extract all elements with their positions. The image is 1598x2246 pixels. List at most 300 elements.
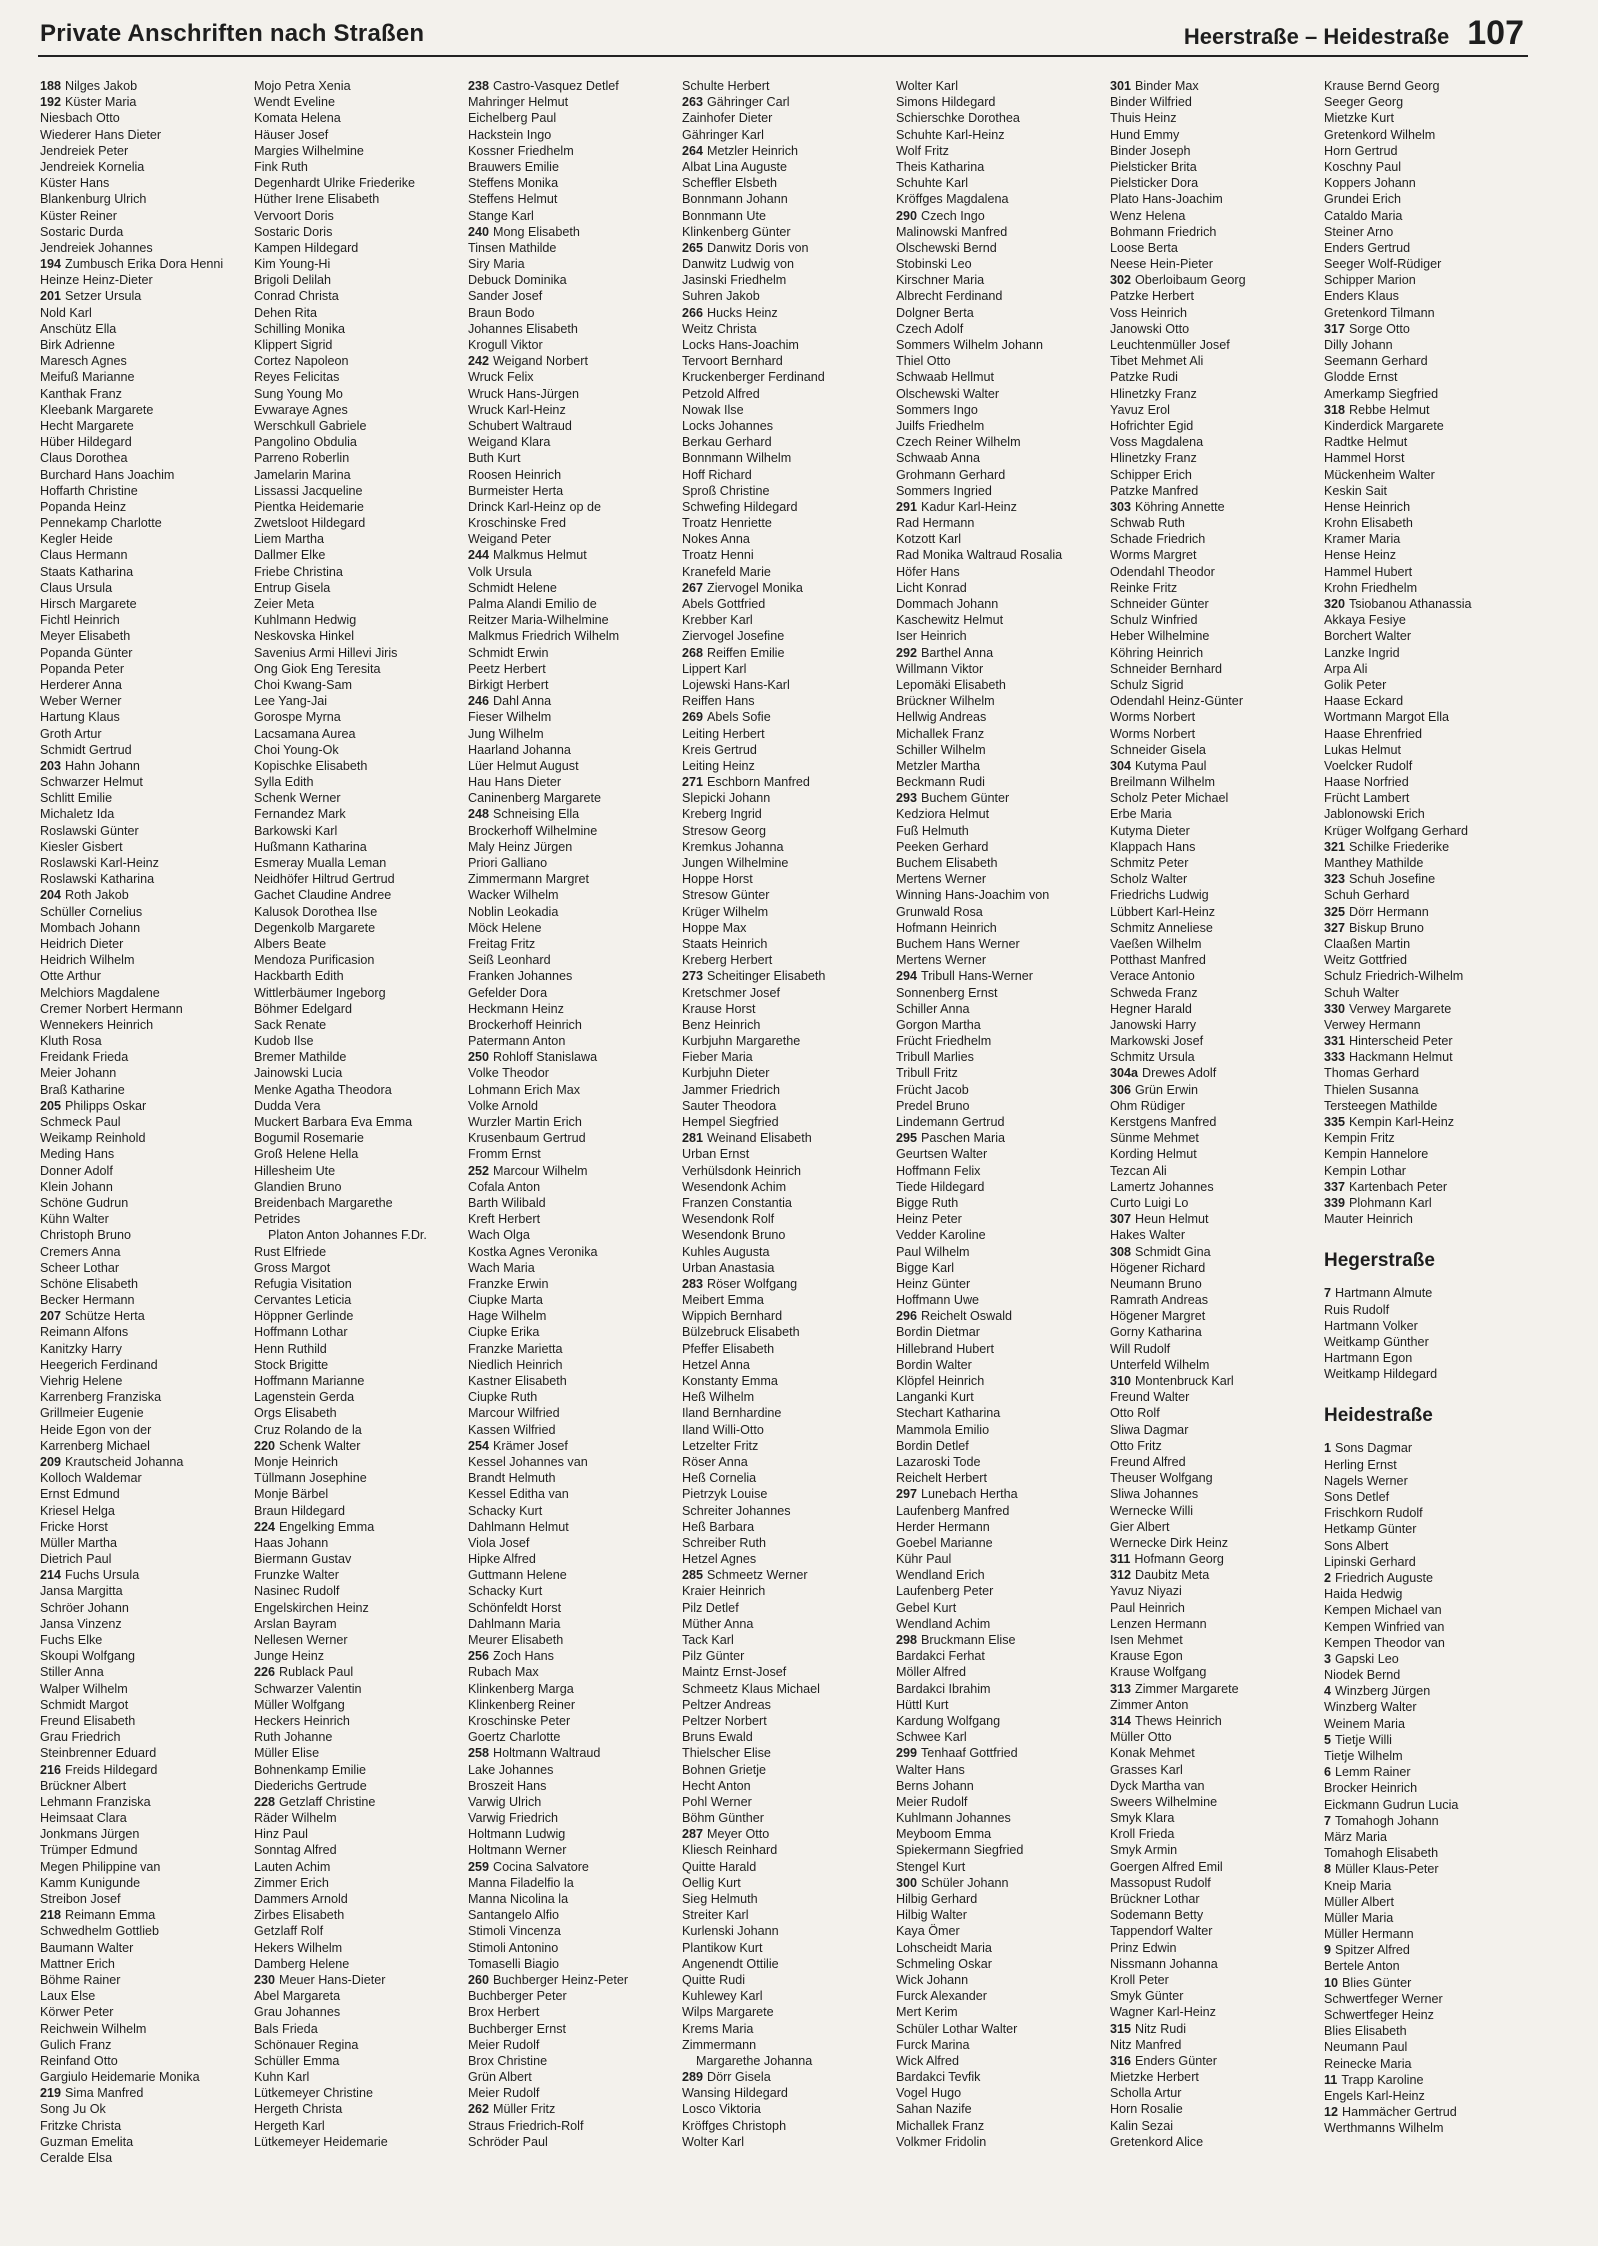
- resident-name: Herderer Anna: [40, 677, 122, 692]
- resident-name: Dyck Martha van: [1110, 1778, 1205, 1793]
- resident-name: Kerstgens Manfred: [1110, 1115, 1217, 1129]
- address-entry: [1110, 1535, 1324, 1551]
- resident-name: Lepomäki Elisabeth: [896, 677, 1006, 692]
- resident-name: Dudda Vera: [254, 1098, 321, 1113]
- house-number: 262: [468, 2102, 490, 2117]
- address-entry: [682, 1810, 896, 1826]
- address-entry: [1110, 920, 1324, 936]
- resident-name: Mahringer Helmut: [468, 95, 569, 110]
- resident-name: Ceralde Elsa: [40, 2151, 113, 2165]
- address-entry: [682, 1098, 896, 1114]
- address-entry: [254, 904, 468, 920]
- address-entry: [896, 968, 1110, 984]
- address-entry: [40, 612, 254, 628]
- resident-name: Grau Friedrich: [40, 1730, 121, 1745]
- resident-name: Urban Ernst: [682, 1147, 750, 1162]
- resident-name: Haarland Johanna: [468, 742, 571, 757]
- resident-name: Jendreiek Johannes: [40, 240, 153, 255]
- resident-name: Dammers Arnold: [254, 1892, 348, 1906]
- address-entry: [896, 1745, 1110, 1761]
- resident-name: Rohloff Stanislawa: [493, 1050, 598, 1065]
- resident-name: Olschewski Walter: [896, 386, 1000, 401]
- resident-name: Sons Dagmar: [1335, 1441, 1413, 1456]
- resident-name: Worms Margret: [1110, 548, 1197, 563]
- address-entry: [468, 806, 682, 822]
- address-entry: [254, 1567, 468, 1583]
- address-entry: [1324, 920, 1538, 936]
- address-entry: [468, 2118, 682, 2134]
- address-entry: [1110, 806, 1324, 822]
- address-entry: [40, 1422, 254, 1438]
- resident-name: Seiß Leonhard: [468, 953, 551, 968]
- house-number: 254: [468, 1438, 490, 1453]
- address-entry: [40, 499, 254, 515]
- resident-name: Frücht Jacob: [896, 1082, 969, 1097]
- address-entry: [682, 1114, 896, 1130]
- address-entry: [40, 936, 254, 952]
- resident-name: Mertens Werner: [896, 953, 987, 968]
- resident-name: Claus Hermann: [40, 548, 128, 563]
- resident-name: Brigoli Delilah: [254, 273, 331, 288]
- resident-name: Schönauer Regina: [254, 2037, 359, 2052]
- address-entry: [40, 823, 254, 839]
- house-number: 207: [40, 1309, 62, 1324]
- resident-name: Scholla Artur: [1110, 2086, 1182, 2101]
- address-entry: [682, 1033, 896, 1049]
- address-entry: [682, 208, 896, 224]
- resident-name: Wesendonk Achim: [682, 1179, 787, 1194]
- resident-name: Peltzer Norbert: [682, 1713, 767, 1728]
- resident-name: Mendoza Purificasion: [254, 953, 375, 968]
- header-right: [1184, 14, 1524, 53]
- resident-name: Straus Friedrich-Rolf: [468, 2118, 584, 2133]
- address-entry: [896, 693, 1110, 709]
- address-entry: [682, 2004, 896, 2020]
- address-entry: [896, 1681, 1110, 1697]
- address-entry: [254, 628, 468, 644]
- resident-name: Stimoli Antonino: [468, 1940, 559, 1955]
- resident-name: Wolter Karl: [896, 79, 959, 93]
- address-entry: [1324, 1991, 1538, 2007]
- address-entry: [468, 2069, 682, 2085]
- resident-name: Krämer Josef: [493, 1438, 568, 1453]
- resident-name: Klinkenberg Reiner: [468, 1697, 576, 1712]
- address-entry: [468, 1049, 682, 1065]
- resident-name: Grohmann Gerhard: [896, 467, 1006, 482]
- address-entry: [1110, 402, 1324, 418]
- resident-name: Wennekers Heinrich: [40, 1017, 154, 1032]
- address-entry: [1324, 1797, 1538, 1813]
- resident-name: Worms Norbert: [1110, 710, 1196, 725]
- resident-name: Weitkamp Hildegard: [1324, 1367, 1438, 1382]
- resident-name: Johannes Elisabeth: [468, 321, 578, 336]
- address-entry: [682, 1940, 896, 1956]
- resident-name: Winning Hans-Joachim von: [896, 888, 1050, 903]
- resident-name: Reinfand Otto: [40, 2053, 118, 2068]
- address-entry: [40, 467, 254, 483]
- address-entry: [682, 418, 896, 434]
- resident-name: Breidenbach Margarethe: [254, 1195, 393, 1210]
- address-entry: [1110, 855, 1324, 871]
- house-number: 264: [682, 143, 704, 158]
- address-entry: [1324, 1318, 1538, 1334]
- resident-name: Potthast Manfred: [1110, 953, 1206, 968]
- resident-name: Krohn Friedhelm: [1324, 580, 1418, 595]
- address-entry: [40, 1810, 254, 1826]
- resident-name: Zimmermann Margret: [468, 872, 590, 887]
- resident-name: Köhring Heinrich: [1110, 645, 1204, 660]
- address-entry: [40, 1001, 254, 1017]
- resident-name: Müller Klaus-Peter: [1335, 1862, 1439, 1877]
- resident-name: Wenz Helena: [1110, 208, 1186, 223]
- resident-name: Tervoort Bernhard: [682, 354, 783, 369]
- address-entry: [468, 1745, 682, 1761]
- resident-name: Rebbe Helmut: [1349, 402, 1430, 417]
- address-entry: [468, 1082, 682, 1098]
- resident-name: Isen Mehmet: [1110, 1633, 1183, 1647]
- address-entry: [1324, 1001, 1538, 1017]
- resident-name: Gorgon Martha: [896, 1017, 981, 1032]
- address-entry: [254, 1503, 468, 1519]
- resident-name: Schwertfeger Heinz: [1324, 2008, 1434, 2022]
- address-entry: [1110, 531, 1324, 547]
- house-number: 240: [468, 224, 490, 239]
- address-entry: [896, 1842, 1110, 1858]
- address-entry: [1324, 839, 1538, 855]
- resident-name: Akkaya Fesiye: [1324, 613, 1406, 628]
- resident-name: Spitzer Alfred: [1335, 1943, 1410, 1958]
- resident-name: Gier Albert: [1110, 1519, 1170, 1534]
- address-entry: [1324, 1457, 1538, 1473]
- address-entry: [254, 2118, 468, 2134]
- address-entry: [254, 191, 468, 207]
- address-entry: [468, 353, 682, 369]
- address-entry: [1324, 418, 1538, 434]
- address-entry: [468, 1001, 682, 1017]
- address-entry: [1110, 1211, 1324, 1227]
- resident-name: Junge Heinz: [254, 1649, 325, 1664]
- address-entry: [1324, 1667, 1538, 1683]
- resident-name: Hilbig Gerhard: [896, 1892, 978, 1906]
- house-number: 291: [896, 499, 918, 514]
- resident-name: Horn Rosalie: [1110, 2102, 1183, 2117]
- resident-name: Breilmann Wilhelm: [1110, 775, 1215, 790]
- resident-name: Hußmann Katharina: [254, 839, 367, 854]
- address-entry: [40, 774, 254, 790]
- resident-name: Koppers Johann: [1324, 176, 1416, 191]
- address-entry: [1110, 272, 1324, 288]
- address-entry: [682, 904, 896, 920]
- resident-name: Brockerhoff Wilhelmine: [468, 823, 598, 838]
- resident-name: Manthey Mathilde: [1324, 856, 1424, 870]
- resident-name: Smyk Günter: [1110, 1989, 1184, 2004]
- resident-name: Grün Erwin: [1135, 1082, 1199, 1097]
- house-number: 9: [1324, 1943, 1332, 1958]
- resident-name: Liem Martha: [254, 532, 324, 547]
- resident-name: Hergeth Karl: [254, 2118, 325, 2133]
- address-entry: [1110, 1422, 1324, 1438]
- address-entry: [682, 1357, 896, 1373]
- address-entry: [468, 1357, 682, 1373]
- resident-name: Meyer Otto: [707, 1827, 770, 1842]
- address-entry: [1110, 1454, 1324, 1470]
- address-entry: [896, 1600, 1110, 1616]
- resident-name: Kuhn Karl: [254, 2070, 310, 2085]
- resident-name: Zimmer Erich: [254, 1875, 329, 1890]
- address-entry: [896, 1163, 1110, 1179]
- address-entry: [1324, 288, 1538, 304]
- resident-name: Kempin Hannelore: [1324, 1147, 1429, 1162]
- resident-name: Hartmann Egon: [1324, 1351, 1413, 1366]
- resident-name: Lenzen Hermann: [1110, 1616, 1207, 1631]
- resident-name: Kalin Sezai: [1110, 2118, 1174, 2133]
- resident-name: Schöne Elisabeth: [40, 1276, 139, 1291]
- resident-name: Kim Young-Hi: [254, 257, 331, 272]
- resident-name: Michaletz Ida: [40, 807, 115, 822]
- address-entry: [1110, 2069, 1324, 2085]
- resident-name: Schwee Karl: [896, 1730, 967, 1745]
- address-entry: [468, 434, 682, 450]
- address-entry: [468, 418, 682, 434]
- address-entry: [896, 758, 1110, 774]
- resident-name: Brückner Wilhelm: [896, 694, 995, 709]
- address-entry: [468, 823, 682, 839]
- address-entry: [40, 434, 254, 450]
- resident-name: Metzler Heinrich: [707, 143, 798, 158]
- address-entry: [682, 110, 896, 126]
- address-entry: [682, 272, 896, 288]
- resident-name: Massopust Rudolf: [1110, 1875, 1211, 1890]
- resident-name: Heide Egon von der: [40, 1422, 152, 1437]
- resident-name: Hoffmann Felix: [896, 1163, 981, 1178]
- address-entry: [254, 1907, 468, 1923]
- resident-name: Schilke Friederike: [1349, 839, 1450, 854]
- resident-name: Niodek Bernd: [1324, 1668, 1401, 1683]
- house-number: 301: [1110, 79, 1132, 93]
- resident-name: Berns Johann: [896, 1778, 974, 1793]
- address-entry: [468, 143, 682, 159]
- address-entry: [682, 871, 896, 887]
- resident-name: Benz Heinrich: [682, 1017, 761, 1032]
- address-entry: [254, 2085, 468, 2101]
- resident-name: Heidrich Dieter: [40, 936, 124, 951]
- resident-name: Nokes Anna: [682, 532, 750, 547]
- address-entry: [40, 1114, 254, 1130]
- address-entry: [40, 1130, 254, 1146]
- resident-name: Metzler Martha: [896, 758, 980, 773]
- resident-name: Pielsticker Brita: [1110, 159, 1197, 174]
- resident-name: Hekers Wilhelm: [254, 1940, 343, 1955]
- street-heading: Hegerstraße: [1324, 1250, 1435, 1272]
- address-entry: [1110, 1567, 1324, 1583]
- address-entry: [254, 920, 468, 936]
- address-entry: [1324, 1179, 1538, 1195]
- address-entry: [468, 645, 682, 661]
- address-entry: [896, 1422, 1110, 1438]
- resident-name: Roosen Heinrich: [468, 467, 562, 482]
- address-entry: [896, 1195, 1110, 1211]
- resident-name: Czech Reiner Wilhelm: [896, 435, 1021, 450]
- resident-name: Lübbert Karl-Heinz: [1110, 904, 1215, 919]
- address-entry: [682, 887, 896, 903]
- address-entry: [896, 936, 1110, 952]
- house-number: 242: [468, 354, 490, 369]
- resident-name: Kuhlmann Hedwig: [254, 613, 357, 628]
- resident-name: Meding Hans: [40, 1147, 115, 1162]
- resident-name: Weitz Christa: [682, 321, 757, 336]
- resident-name: Muckert Barbara Eva Emma: [254, 1115, 413, 1129]
- address-entry: [1110, 483, 1324, 499]
- resident-name: Schade Friedrich: [1110, 532, 1206, 547]
- resident-name: Popanda Heinz: [40, 499, 127, 514]
- address-entry: [40, 1486, 254, 1502]
- resident-name: Staats Heinrich: [682, 936, 768, 951]
- resident-name: Lanzke Ingrid: [1324, 645, 1400, 660]
- address-entry: [1110, 1049, 1324, 1065]
- house-number: 292: [896, 645, 918, 660]
- address-entry: [254, 1244, 468, 1260]
- address-entry: [1324, 952, 1538, 968]
- resident-name: Roth Jakob: [65, 888, 129, 903]
- resident-name: Leuchtenmüller Josef: [1110, 338, 1230, 352]
- address-entry: [682, 1713, 896, 1729]
- address-entry: [1324, 110, 1538, 126]
- address-entry: [1110, 612, 1324, 628]
- address-entry: [1324, 127, 1538, 143]
- resident-name: Schneider Günter: [1110, 597, 1209, 611]
- resident-name: Gretenkord Wilhelm: [1324, 127, 1436, 142]
- address-entry: [1324, 1829, 1538, 1845]
- address-entry: [40, 2069, 254, 2085]
- address-entry: [682, 1405, 896, 1421]
- resident-name: Brückner Albert: [40, 1778, 127, 1793]
- resident-name: Menke Agatha Theodora: [254, 1082, 392, 1097]
- address-entry: [1324, 1195, 1538, 1211]
- resident-name: Freund Walter: [1110, 1390, 1190, 1405]
- resident-name: Niesbach Otto: [40, 111, 120, 126]
- resident-name: Priori Galliano: [468, 856, 548, 870]
- address-entry: [254, 1308, 468, 1324]
- address-entry: [682, 240, 896, 256]
- address-entry: [1110, 1762, 1324, 1778]
- resident-name: Schulte Herbert: [682, 79, 770, 93]
- address-entry: [896, 386, 1110, 402]
- resident-name: Wach Maria: [468, 1260, 535, 1275]
- address-entry: [896, 272, 1110, 288]
- address-entry: [40, 1065, 254, 1081]
- address-entry: [254, 305, 468, 321]
- resident-name: Körwer Peter: [40, 2005, 114, 2020]
- address-entry: [682, 968, 896, 984]
- address-entry: [1110, 208, 1324, 224]
- resident-name: Roslawski Günter: [40, 823, 139, 838]
- address-entry: [1324, 726, 1538, 742]
- address-entry: [682, 1826, 896, 1842]
- address-entry: [254, 272, 468, 288]
- house-number: 307: [1110, 1212, 1132, 1227]
- address-entry: [40, 1438, 254, 1454]
- resident-name: Heckers Heinrich: [254, 1713, 350, 1728]
- address-entry: [682, 547, 896, 563]
- resident-name: Frischkorn Rudolf: [1324, 1506, 1423, 1521]
- resident-name: Biskup Bruno: [1349, 920, 1424, 935]
- address-entry: [40, 2118, 254, 2134]
- address-entry: [1324, 1065, 1538, 1081]
- address-entry: [682, 1616, 896, 1632]
- address-entry: [1110, 968, 1324, 984]
- address-entry: [468, 742, 682, 758]
- address-entry: [254, 1713, 468, 1729]
- resident-name: Kliesch Reinhard: [682, 1843, 778, 1858]
- resident-name: Lütkemeyer Heidemarie: [254, 2134, 388, 2149]
- address-entry: [682, 580, 896, 596]
- address-entry: [1324, 1602, 1538, 1618]
- address-entry: [40, 1033, 254, 1049]
- address-entry: [254, 1179, 468, 1195]
- resident-name: Fieber Maria: [682, 1050, 753, 1065]
- resident-name: Voelcker Rudolf: [1324, 758, 1413, 773]
- address-entry: [468, 1308, 682, 1324]
- address-entry: [254, 1826, 468, 1842]
- resident-name: Brandt Helmuth: [468, 1471, 556, 1486]
- address-entry: [682, 337, 896, 353]
- resident-name: Margarethe Johanna: [696, 2053, 813, 2068]
- address-entry: [896, 2069, 1110, 2085]
- address-entry: [896, 628, 1110, 644]
- resident-name: Ernst Edmund: [40, 1487, 120, 1502]
- resident-name: Blankenburg Ulrich: [40, 192, 147, 207]
- address-entry: [1324, 1554, 1538, 1570]
- resident-name: Claaßen Martin: [1324, 936, 1411, 951]
- resident-name: Lemm Rainer: [1335, 1765, 1411, 1780]
- resident-name: Lissassi Jacqueline: [254, 483, 363, 498]
- resident-name: Bordin Detlef: [896, 1438, 969, 1453]
- resident-name: Mietzke Herbert: [1110, 2070, 1199, 2085]
- resident-name: Kiesler Gisbert: [40, 839, 123, 854]
- address-entry: [468, 1697, 682, 1713]
- address-entry: [254, 1049, 468, 1065]
- address-entry: [40, 450, 254, 466]
- resident-name: Kroll Peter: [1110, 1972, 1169, 1987]
- resident-name: Lütkemeyer Christine: [254, 2086, 373, 2101]
- address-entry: [40, 2037, 254, 2053]
- address-entry: [682, 1082, 896, 1098]
- resident-name: Karrenberg Franziska: [40, 1390, 162, 1405]
- address-entry: [1324, 1033, 1538, 1049]
- address-entry: [1324, 1926, 1538, 1942]
- resident-name: Krusenbaum Gertrud: [468, 1131, 586, 1146]
- address-entry: [40, 240, 254, 256]
- resident-name: Pfeffer Elisabeth: [682, 1341, 775, 1356]
- address-entry: [682, 191, 896, 207]
- address-entry: [468, 1567, 682, 1583]
- resident-name: Werthmanns Wilhelm: [1324, 2121, 1444, 2136]
- resident-name: Hoffmann Lothar: [254, 1325, 348, 1340]
- address-entry: [1110, 1470, 1324, 1486]
- resident-name: Quitte Harald: [682, 1859, 757, 1874]
- house-number: 287: [682, 1827, 704, 1842]
- address-entry: [40, 1907, 254, 1923]
- resident-name: Freidank Frieda: [40, 1050, 129, 1065]
- resident-name: Guzman Emelita: [40, 2134, 134, 2149]
- resident-name: Ziervogel Josefine: [682, 629, 785, 644]
- address-entry: [40, 1875, 254, 1891]
- address-entry: [468, 1324, 682, 1340]
- resident-name: Zirbes Elisabeth: [254, 1908, 345, 1923]
- resident-name: Getzlaff Christine: [279, 1794, 376, 1809]
- address-entry: [468, 1923, 682, 1939]
- resident-name: Lüer Helmut August: [468, 758, 579, 773]
